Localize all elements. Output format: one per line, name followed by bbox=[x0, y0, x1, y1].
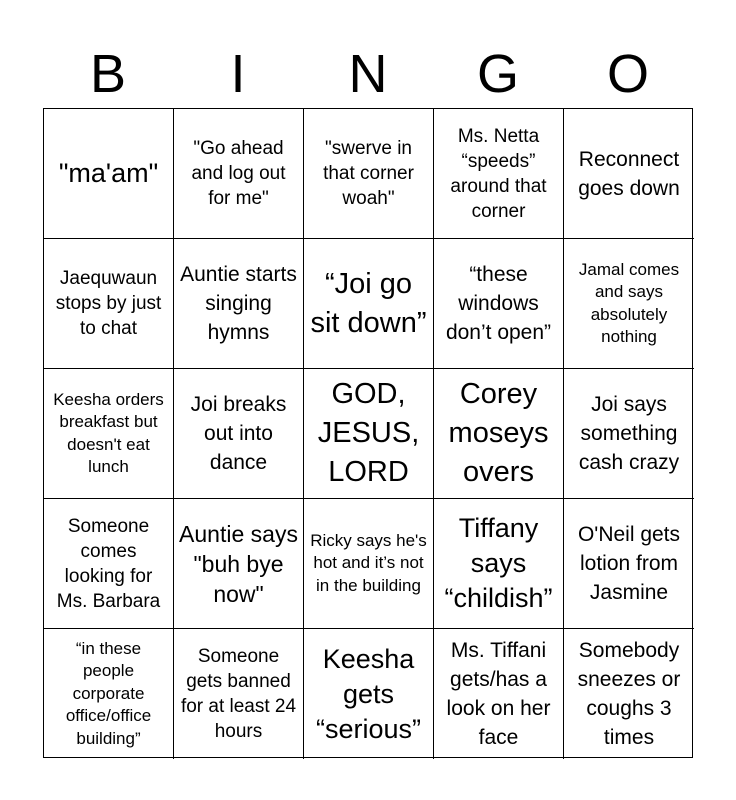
bingo-cell[interactable] bbox=[434, 369, 564, 499]
cell-text: “in these people corporate office/office building” bbox=[65, 638, 152, 748]
bingo-cell[interactable] bbox=[564, 239, 694, 369]
bingo-cell[interactable] bbox=[44, 239, 174, 369]
cell-text: “these windows don’t open” bbox=[445, 263, 552, 344]
bingo-cell[interactable] bbox=[174, 369, 304, 499]
cell-text: Auntie says "buh bye now" bbox=[179, 520, 298, 607]
bingo-cell[interactable] bbox=[174, 629, 304, 759]
bingo-cell[interactable] bbox=[304, 629, 434, 759]
cell-text: Joi breaks out into dance bbox=[190, 393, 287, 474]
header-letter-o: O bbox=[606, 44, 649, 104]
cell-text: O'Neil gets lotion from Jasmine bbox=[577, 523, 681, 604]
cell-text: Ms. Netta “speeds” around that corner bbox=[450, 125, 547, 222]
cell-text: Auntie starts singing hymns bbox=[180, 263, 297, 344]
bingo-cell[interactable] bbox=[44, 109, 174, 239]
cell-text: Ricky says he's hot and it’s not in the building bbox=[310, 530, 427, 595]
cell-text: “Joi go sit down” bbox=[310, 267, 427, 339]
bingo-cell[interactable] bbox=[304, 369, 434, 499]
cell-text: Someone comes looking for Ms. Barbara bbox=[56, 515, 161, 612]
bingo-grid bbox=[43, 108, 693, 758]
bingo-cell[interactable] bbox=[304, 239, 434, 369]
cell-text: Keesha orders breakfast but doesn't eat lunch bbox=[53, 389, 164, 476]
cell-text: Jamal comes and says absolutely nothing bbox=[578, 259, 680, 346]
bingo-cell[interactable] bbox=[44, 369, 174, 499]
header-letter-i: I bbox=[230, 44, 246, 104]
cell-text: GOD, JESUS, LORD bbox=[317, 378, 420, 488]
cell-text: Jaequwaun stops by just to chat bbox=[55, 268, 162, 339]
bingo-cell[interactable] bbox=[174, 109, 304, 239]
cell-text: Reconnect goes down bbox=[578, 147, 680, 200]
cell-text: Keesha gets “serious” bbox=[315, 643, 422, 744]
bingo-cell[interactable] bbox=[564, 109, 694, 239]
bingo-cell[interactable] bbox=[434, 109, 564, 239]
cell-text: Corey moseys overs bbox=[448, 378, 549, 488]
bingo-cell[interactable] bbox=[434, 239, 564, 369]
cell-text: "swerve in that corner woah" bbox=[323, 138, 414, 209]
header-letter-n: N bbox=[348, 44, 388, 104]
cell-text: Joi says something cash crazy bbox=[578, 393, 680, 474]
cell-text: Someone gets banned for at least 24 hours bbox=[180, 646, 297, 742]
bingo-cell[interactable] bbox=[564, 369, 694, 499]
bingo-cell[interactable] bbox=[564, 629, 694, 759]
bingo-cell[interactable] bbox=[174, 499, 304, 629]
header-letter-g: G bbox=[476, 44, 519, 104]
bingo-cell[interactable] bbox=[304, 499, 434, 629]
cell-text: Ms. Tiffani gets/has a look on her face bbox=[446, 639, 551, 749]
header-letter-b: B bbox=[89, 44, 127, 104]
bingo-cell[interactable] bbox=[44, 629, 174, 759]
bingo-cell[interactable] bbox=[304, 109, 434, 239]
cell-text: "Go ahead and log out for me" bbox=[191, 138, 286, 209]
bingo-cell[interactable] bbox=[44, 499, 174, 629]
cell-text: "ma'am" bbox=[58, 158, 159, 188]
cell-text: Somebody sneezes or coughs 3 times bbox=[577, 639, 681, 749]
bingo-cell[interactable] bbox=[174, 239, 304, 369]
bingo-cell[interactable] bbox=[434, 629, 564, 759]
cell-text: Tiffany says “childish” bbox=[444, 513, 553, 613]
bingo-header bbox=[43, 40, 693, 108]
bingo-cell[interactable] bbox=[564, 499, 694, 629]
bingo-cell[interactable] bbox=[434, 499, 564, 629]
